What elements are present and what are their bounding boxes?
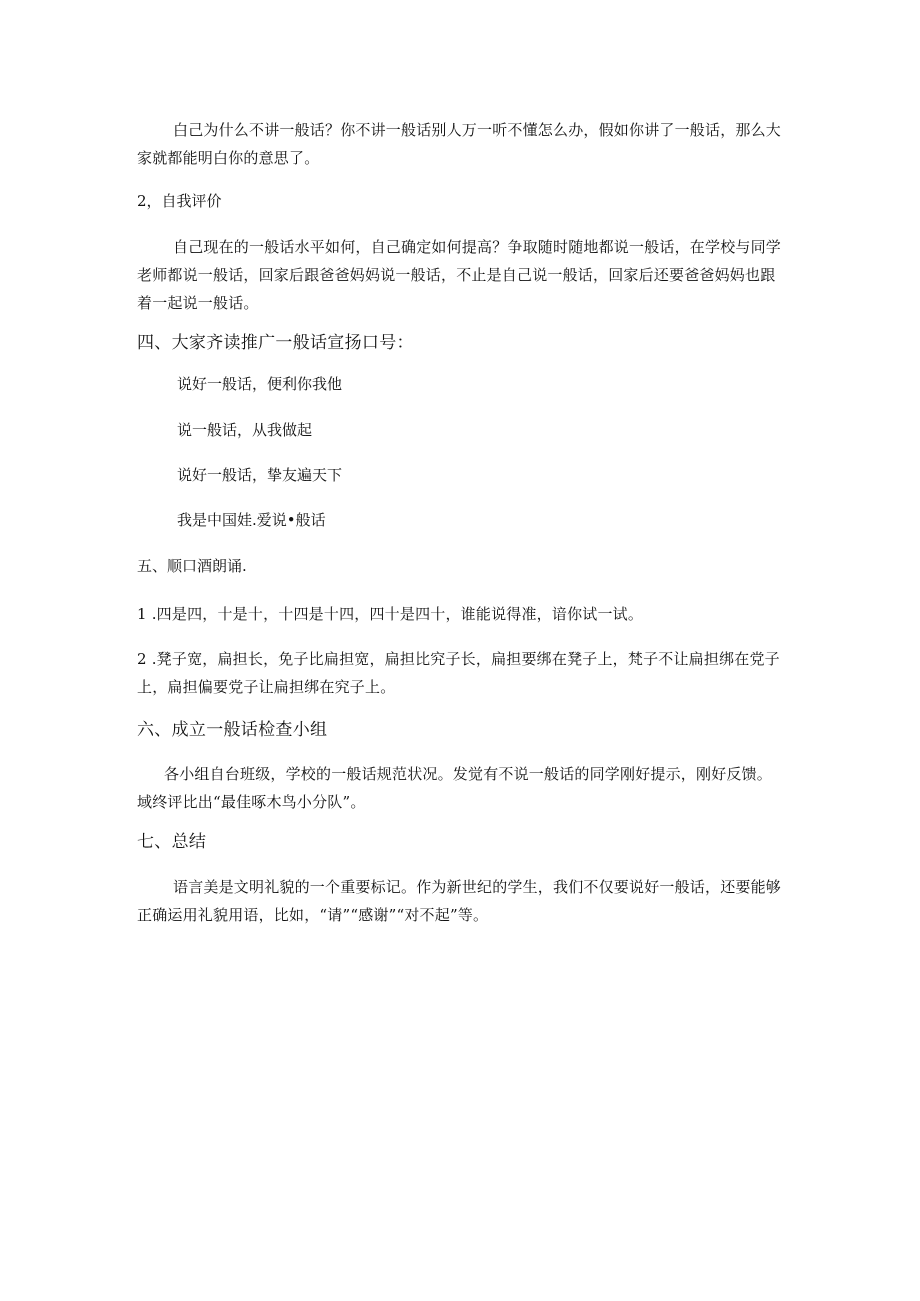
section-4-heading: 四、大家齐读推广一般话宣扬口号： bbox=[137, 333, 414, 353]
self-evaluation-title: 2，自我评价 bbox=[137, 192, 222, 210]
tongue-twister-2: 2 .凳子宽，扁担长，免子比扁担宽，扁担比究子长，扁担要绑在凳子上，梵子不让扁担绑在党子上，扁担偏要党子让扁担绑在究子上。 bbox=[137, 650, 780, 696]
intro-paragraph: 白己为什么不讲一般话？你不讲一般话别人万一听不懂怎么办，假如你讲了一般话，那么大家就都能明白你的意思了。 bbox=[137, 121, 782, 167]
self-evaluation-paragraph: 自己现在的一般话水平如何，自己确定如何提高？争取随时随地都说一般话，在学校与同学老师都说一般话，回家后跟爸爸妈妈说一般话，不止是自己说一般话，回家后还要爸爸妈妈也跟着一起说一般话。 bbox=[137, 238, 782, 312]
slogan-3: 说好一般话，挚友遍天下 bbox=[177, 466, 343, 484]
section-5-heading: 五、顺口酒朗诵. bbox=[137, 557, 247, 575]
slogan-1: 说好一般话，便利你我他 bbox=[177, 375, 343, 393]
slogan-4: 我是中国娃.爱说•般话 bbox=[177, 511, 326, 529]
section-6-heading: 六、成立一般话检查小组 bbox=[137, 720, 328, 740]
tongue-twister-1: 1 .四是四，十是十，十四是十四，四十是四十，谁能说得准，谙你试一试。 bbox=[137, 605, 644, 623]
section-6-paragraph: 各小组自台班级，学校的一般话规范状况。发觉有不说一般话的同学刚好提示，刚好反馈。域终评比出“最佳啄木鸟小分队”。 bbox=[137, 765, 773, 811]
slogan-2: 说一般话，从我做起 bbox=[177, 421, 313, 439]
section-7-heading: 七、总结 bbox=[137, 832, 207, 852]
section-7-paragraph: 语言美是文明礼貌的一个重要标记。作为新世纪的学生，我们不仅要说好一般话，还要能够正确运用礼貌用语，比如，“请”“感谢”“对不起”等。 bbox=[137, 878, 782, 924]
